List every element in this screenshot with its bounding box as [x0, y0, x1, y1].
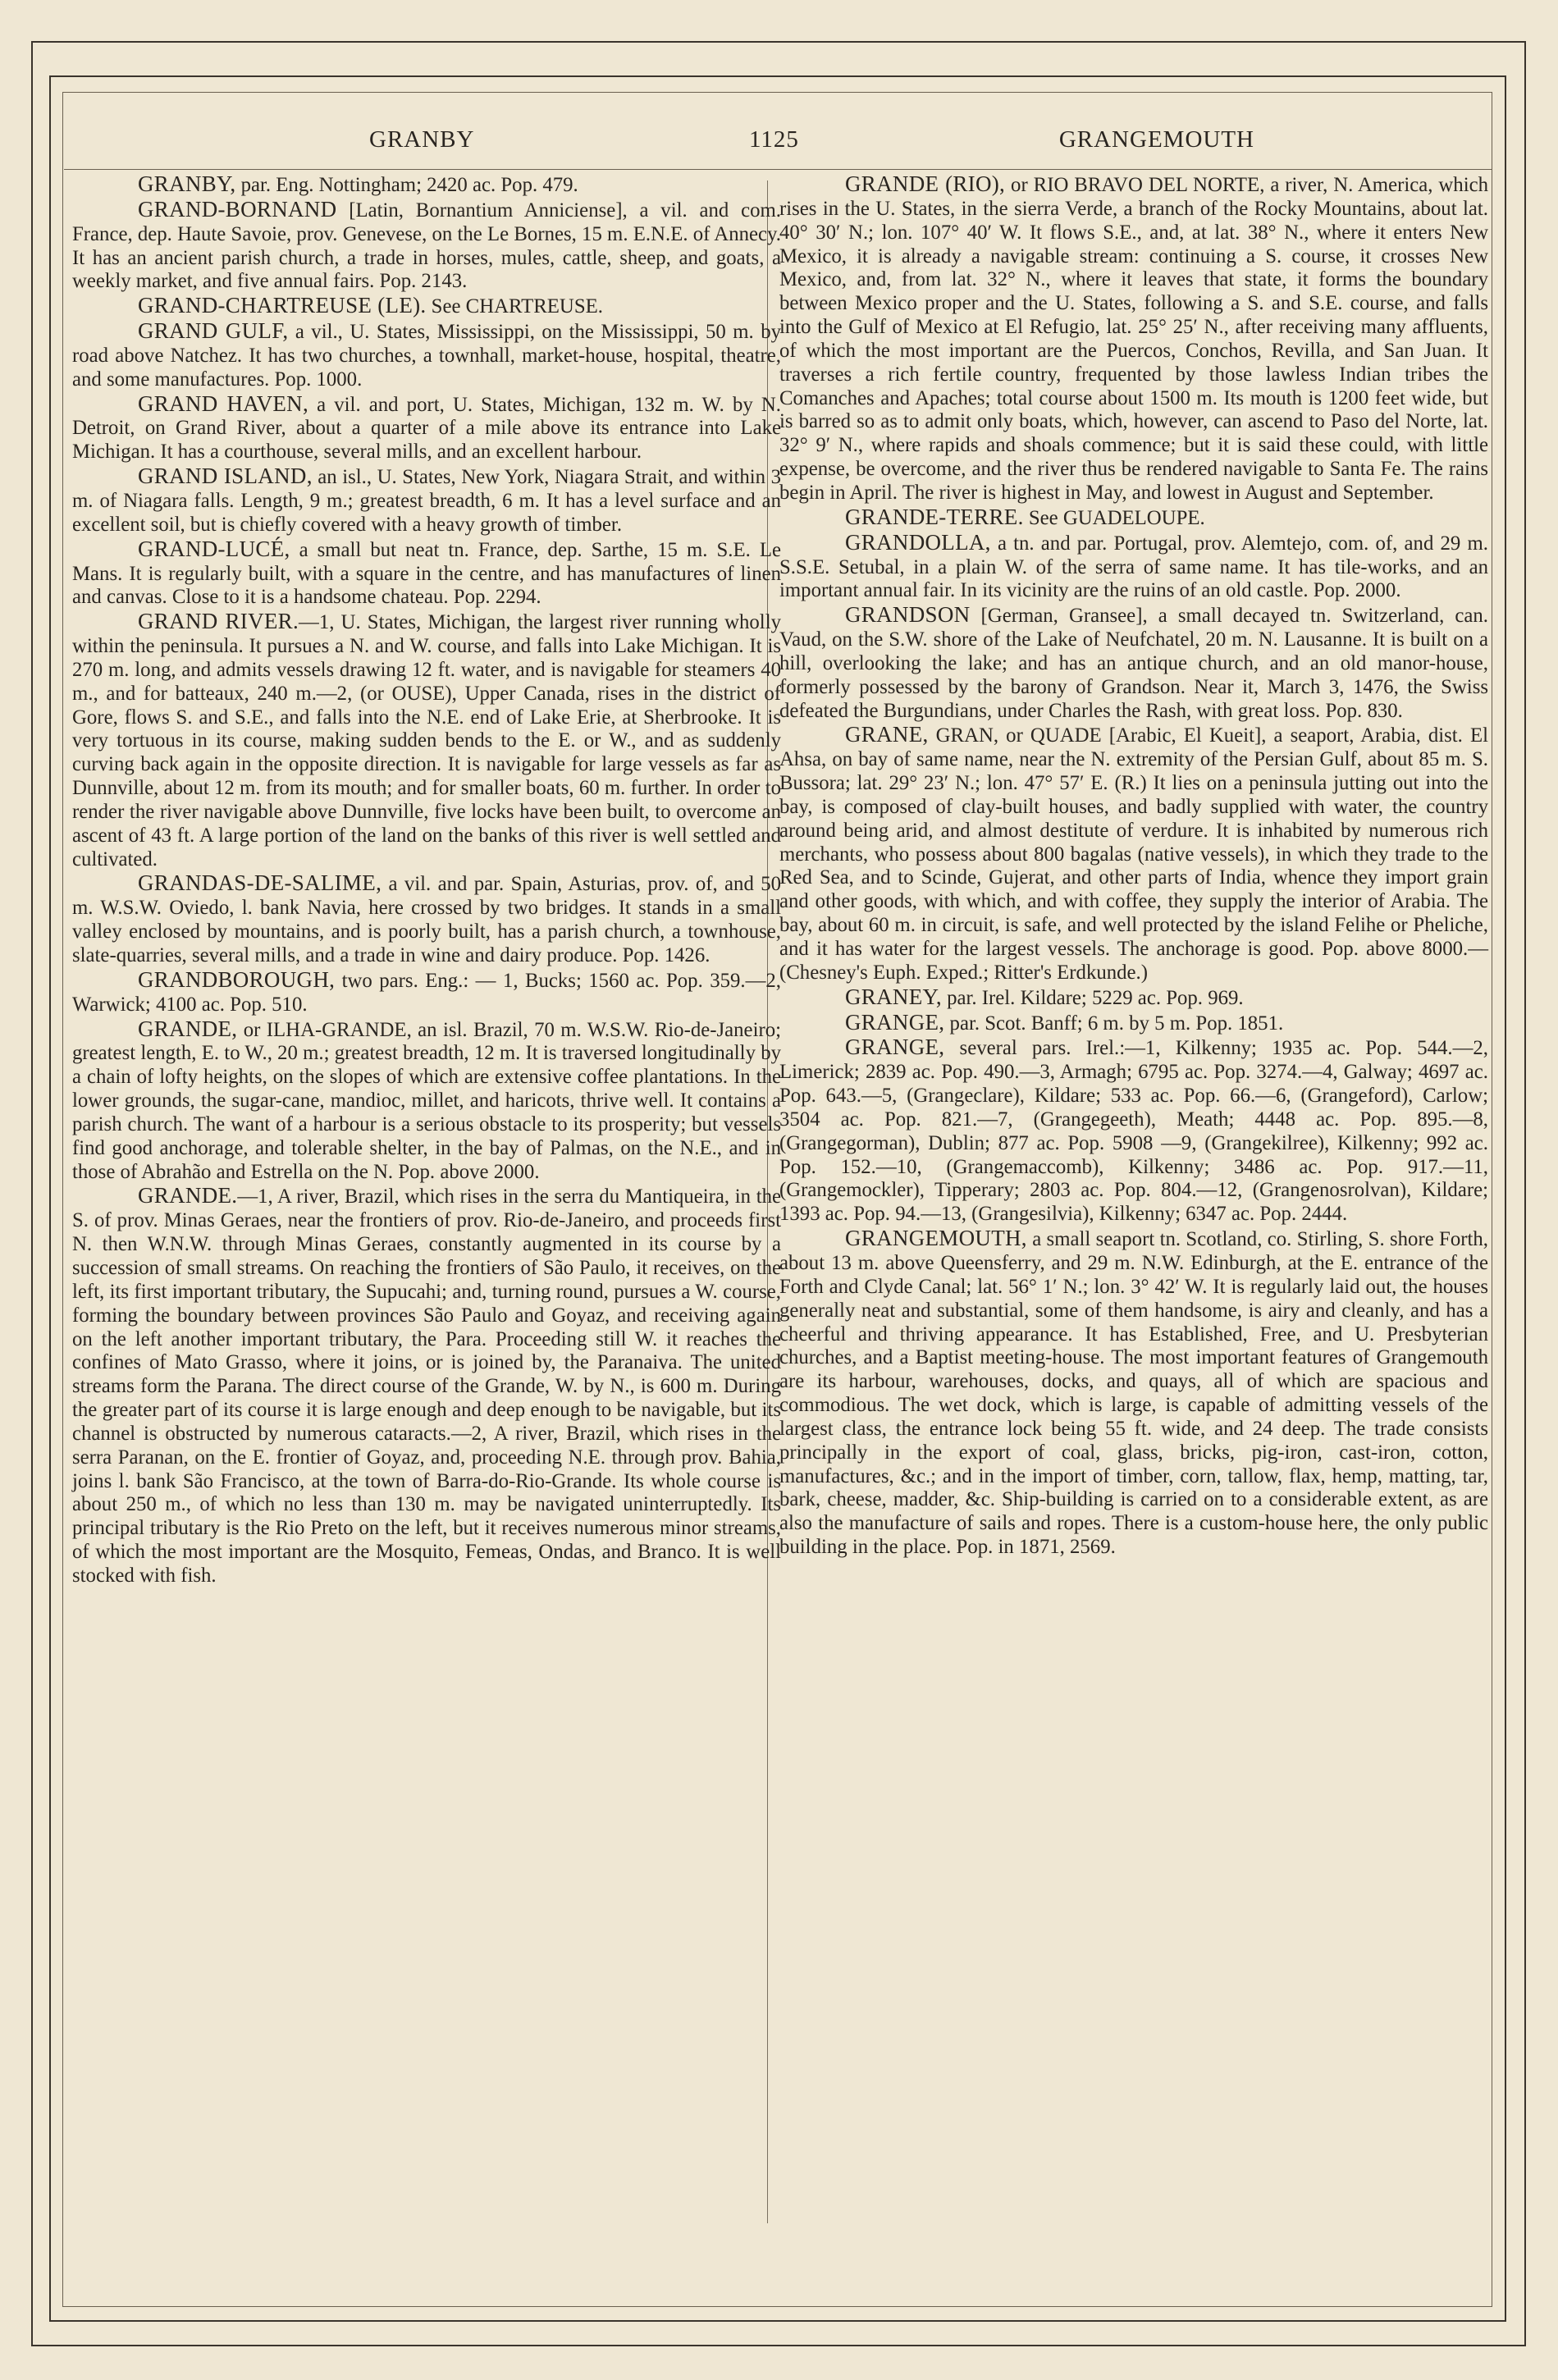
entry-headword: GRAND-CHARTREUSE (LE).: [138, 293, 427, 318]
entry-headword: GRAND-LUCÉ,: [138, 536, 290, 561]
entry-headword: GRANBY,: [138, 171, 236, 196]
gazetteer-entry: [779, 723, 1488, 984]
entry-headword: GRANDAS-DE-SALIME,: [138, 870, 382, 896]
entry-headword: GRANDBOROUGH,: [138, 966, 336, 992]
outer-border-left: [31, 41, 33, 2346]
entry-headword: GRAND-BORNAND: [138, 196, 337, 222]
gazetteer-entry: [72, 537, 781, 610]
gazetteer-entry: [779, 531, 1488, 604]
entry-text: —1, A river, Brazil, which rises in the serra du Mantiqueira, in the S. of prov. Minas Geraes, near the frontiers of prov. Rio-de-Janeiro, and proceeds first N. then W.N.W. through Minas Geraes, constantly augmented in its course by a succession of small streams. On reaching the frontiers of São Paulo, it receives, on the left, its first important tributary, the Supucahi; and, turning round, pursues a W. course, forming the boundary between provinces São Paulo and Goyaz, and receiving again on the left another important tributary, the Para. Proceeding still W. it reaches the confines of Mato Grasso, where it joins, or is joined by, the Paranaiva. The united streams form the Parana. The direct course of the Grande, W. by N., is 600 m. During the greater part of its course it is large enough and deep enough to be navigable, but its channel is obstructed by numerous cataracts.—2, A river, Brazil, which rises in the serra Paranan, on the E. frontier of Goyaz, and, proceeding N.E. through prov. Bahia, joins l. bank São Francisco, at the town of Barra-do-Rio-Grande. Its whole course is about 250 m., of which no less than 130 m. may be navigated uninterruptedly. Its principal tributary is the Rio Preto on the left, but it receives numerous minor streams, of which the most important are the Mosquito, Femeas, Ondas, and Branco. It is well stocked with fish.: [72, 1185, 781, 1587]
header-box-top: [62, 92, 1492, 93]
gazetteer-entry: [779, 505, 1488, 531]
entry-text: a tn. and par. Portugal, prov. Alemtejo, com. of, and 29 m. S.S.E. Setubal, in a plain W. of the serra of same name. It has tile-works, and an important annual fair. In its vicinity are the ruins of an old castle. Pop. 2000.: [779, 532, 1488, 602]
gazetteer-entry: [72, 464, 781, 537]
entry-text: par. Eng. Nottingham; 2420 ac. Pop. 479.: [235, 174, 578, 196]
gazetteer-entry: [72, 172, 781, 198]
entry-headword: GRANGEMOUTH,: [845, 1226, 1027, 1251]
gazetteer-entry: [72, 871, 781, 967]
header-box-left: [62, 92, 63, 2307]
header-rule: [64, 169, 1492, 170]
entry-headword: GRANDE,: [138, 1016, 238, 1041]
entry-text: several pars. Irel.:—1, Kilkenny; 1935 ac. Pop. 544.—2, Limerick; 2839 ac. Pop. 490.—3, Armagh; 6795 ac. Pop. 3274.—4, Galway; 4697 ac. Pop. 643.—5, (Grangeclare), Kildare; 533 ac. Pop. 66.—6, (Grangeford), Carlow; 3504 ac. Pop. 821.—7, (Grangegeeth), Meath; 4448 ac. Pop. 895.—8, (Grangegorman), Dublin; 877 ac. Pop. 5908 —9, (Grangekilree), Kilkenny; 992 ac. Pop. 152.—10, (Grangemaccomb), Kilkenny; 3486 ac. Pop. 917.—11, (Grangemockler), Tipperary; 2803 ac. Pop. 804.—12, (Grangenosrolvan), Kildare; 1393 ac. Pop. 94.—13, (Grangesilvia), Kilkenny; 6347 ac. Pop. 2444.: [779, 1037, 1488, 1226]
entry-text: an isl., U. States, New York, Niagara Strait, and within 3 m. of Niagara falls. Length, 9 m.; greatest breadth, 6 m. It has a level surface and an excellent soil, but is chiefly covered with a heavy growth of timber.: [72, 466, 781, 536]
entry-headword: GRANEY,: [845, 984, 942, 1009]
entry-text: a vil. and port, U. States, Michigan, 132 m. W. by N. Detroit, on Grand River, about a quarter of a mile above its entrance into Lake Michigan. It has a courthouse, several mills, and an excellent harbour.: [72, 393, 781, 464]
entry-text: a vil. and par. Spain, Asturias, prov. of, and 50 m. W.S.W. Oviedo, l. bank Navia, here crossed by two bridges. It stands in a small valley enclosed by mountains, and is poorly built, has a parish church, a townhouse, slate-quarries, several mills, and a trade in wine and dairy produce. Pop. 1426.: [72, 873, 781, 966]
gazetteer-entry: [779, 1035, 1488, 1227]
header-left-word: GRANBY: [369, 126, 475, 153]
running-header: [62, 120, 1496, 159]
gazetteer-entry: [72, 392, 781, 465]
inner-border-right: [1505, 75, 1506, 2322]
outer-border-top: [31, 41, 1526, 43]
gazetteer-entry: [72, 1017, 781, 1185]
entry-text: a small but neat tn. France, dep. Sarthe, 15 m. S.E. Le Mans. It is regularly built, with a square in the centre, and has manufactures of linen and canvas. Close to it is a handsome chateau. Pop. 2294.: [72, 538, 781, 609]
right-column: [779, 172, 1488, 1560]
page-number: 1125: [749, 126, 799, 153]
gazetteer-entry: [779, 1227, 1488, 1560]
entry-text: See CHARTREUSE.: [426, 295, 603, 318]
outer-border-right: [1524, 41, 1526, 2346]
header-right-word: GRANGEMOUTH: [1058, 126, 1254, 153]
entry-text: [German, Gransee], a small decayed tn. Switzerland, can. Vaud, on the S.W. shore of the Lake of Neufchatel, 20 m. N. Lausanne. It is built on a hill, overlooking the lake; and has an antique church, and an old manor-house, formerly possessed by the barony of Grandson. Near it, March 3, 1476, the Swiss defeated the Burgundians, under Charles the Rash, with great loss. Pop. 830.: [779, 605, 1488, 722]
inner-border-top: [49, 75, 1506, 77]
entry-headword: GRANDE.: [138, 1183, 238, 1208]
outer-border-bottom: [31, 2345, 1526, 2346]
entry-text: GRAN, or QUADE [Arabic, El Kueit], a seaport, Arabia, dist. El Ahsa, on bay of same name, near the N. extremity of the Persian Gulf, about 85 m. S. Bussora; lat. 29° 23′ N.; lon. 47° 57′ E. (R.) It lies on a peninsula jutting out into the bay, is composed of clay-built houses, and badly supplied with water, the country around being arid, and almost destitute of verdure. It is inhabited by numerous rich merchants, who possess about 800 bagalas (native vessels), in which they trade to the Red Sea, and to Scinde, Gujerat, and other parts of India, whence they import grain and other goods, with which, and with coffee, they supply the interior of Arabia. The bay, about 60 m. in circuit, is safe, and well protected by the island Felihe or Pheliche, and it has water for the largest vessels. The anchorage is good. Pop. above 8000.—(Chesney's Euph. Exped.; Ritter's Erdkunde.): [779, 724, 1488, 984]
entry-text: a vil., U. States, Mississippi, on the Mississippi, 50 m. by road above Natchez. It has two churches, a townhall, market-house, hospital, theatre, and some manufactures. Pop. 1000.: [72, 321, 781, 391]
gazetteer-entry: [779, 1011, 1488, 1036]
entry-text: —1, U. States, Michigan, the largest river running wholly within the peninsula. It pursues a N. and W. course, and falls into Lake Michigan. It is 270 m. long, and admits vessels drawing 12 ft. water, and is navigable for steamers 40 m., and for batteaux, 240 m.—2, (or OUSE), Upper Canada, rises in the district of Gore, flows S. and S.E., and falls into the N.E. end of Lake Erie, at Sherbrooke. It is very tortuous in its course, making sudden bends to the E. or W., and as suddenly curving back again in the opposite direction. It is navigable for large vessels as far as Dunnville, about 12 m. from its mouth; and for smaller boats, 60 m. further. In order to render the river navigable above Dunnville, five locks have been built, to overcome an ascent of 43 ft. A large portion of the land on the banks of this river is well settled and cultivated.: [72, 611, 781, 870]
entry-headword: GRAND RIVER.: [138, 609, 299, 634]
entry-text: or ILHA-GRANDE, an isl. Brazil, 70 m. W.S.W. Rio-de-Janeiro; greatest length, E. to W., 20 m.; greatest breadth, 12 m. It is traversed longitudinally by a chain of lofty heights, on the slopes of which are extensive coffee plantations. In the lower grounds, the sugar-cane, mandioc, millet, and haricots, thrive well. It contains a parish church. The want of a harbour is a serious obstacle to its prosperity; but vessels find good anchorage, and tolerable shelter, in the bay of Palmas, on the N.E., and in those of Abrahão and Estrella on the N. Pop. above 2000.: [72, 1018, 781, 1183]
gazetteer-entry: [779, 172, 1488, 505]
entry-text: par. Irel. Kildare; 5229 ac. Pop. 969.: [941, 986, 1244, 1009]
entry-headword: GRANDE-TERRE.: [845, 504, 1024, 529]
entry-text: or RIO BRAVO DEL NORTE, a river, N. America, which rises in the U. States, in the sierra Verde, a branch of the Rocky Mountains, about lat. 40° 30′ N.; lon. 107° 40′ W. It flows S.E., and, at lat. 38° N., where it enters New Mexico, it is already a navigable stream: continuing a S. course, it crosses New Mexico, and, from lat. 32° N., where it leaves that state, it forms the boundary between Mexico proper and the U. States, following a S. and S.E. course, and falls into the Gulf of Mexico at El Refugio, lat. 25° 25′ N., after receiving many affluents, of which the most important are the Puercos, Conchos, Revilla, and San Juan. It traverses a rich fertile country, frequented by those lawless Indian tribes the Comanches and Apaches; total course about 1500 m. Its mouth is 1200 feet wide, but is barred so as to admit only boats, which, however, can ascend to Paso del Norte, lat. 32° 9′ N., where rapids and shoals commence; but it is said these could, with little expense, be overcome, and the river thus be rendered navigable to Santa Fe. The rains begin in April. The river is highest in May, and lowest in August and September.: [779, 174, 1488, 504]
entry-headword: GRANE,: [845, 722, 929, 747]
inner-border-bottom: [49, 2320, 1506, 2322]
entry-headword: GRANDOLLA,: [845, 529, 991, 555]
gazetteer-entry: [72, 1184, 781, 1587]
gazetteer-entry: [72, 610, 781, 871]
gazetteer-entry: [779, 985, 1488, 1011]
entry-headword: GRAND HAVEN,: [138, 391, 309, 416]
left-column: [72, 172, 781, 1588]
entry-text: par. Scot. Banff; 6 m. by 5 m. Pop. 1851.: [944, 1012, 1284, 1035]
gazetteer-entry: [72, 319, 781, 392]
entry-headword: GRANDSON: [845, 602, 971, 628]
entry-headword: GRAND GULF,: [138, 318, 289, 344]
entry-headword: GRANGE,: [845, 1035, 945, 1060]
gazetteer-entry: [779, 603, 1488, 723]
entry-headword: GRANGE,: [845, 1009, 945, 1035]
entry-text: a small seaport tn. Scotland, co. Stirling, S. shore Forth, about 13 m. above Queensferry, and 29 m. N.W. Edinburgh, at the E. entrance of the Forth and Clyde Canal; lat. 56° 1′ N.; lon. 3° 42′ W. It is regularly laid out, the houses generally neat and substantial, some of them handsome, is airy and cleanly, and has a cheerful and thriving appearance. It has Established, Free, and U. Presbyterian churches, and a Baptist meeting-house. The most important features of Grangemouth are its harbour, warehouses, docks, and quays, all of which are spacious and commodious. The wet dock, which is large, is capable of admitting vessels of the largest class, the entrance lock being 55 ft. wide, and 24 deep. The trade consists principally in the export of coal, glass, bricks, pig-iron, cast-iron, cotton, manufactures, &c.; and in the import of timber, corn, tallow, flax, hemp, matting, tar, bark, cheese, madder, &c. Ship-building is carried on to a considerable extent, as are also the manufacture of sails and ropes. There is a custom-house here, the only public building in the place. Pop. in 1871, 2569.: [779, 1228, 1488, 1559]
entry-headword: GRANDE (RIO),: [845, 171, 1006, 196]
footer-box-bottom: [62, 2306, 1492, 2307]
entry-headword: GRAND ISLAND,: [138, 464, 313, 489]
entry-text: two pars. Eng.: — 1, Bucks; 1560 ac. Pop. 359.—2, Warwick; 4100 ac. Pop. 510.: [72, 969, 781, 1016]
gazetteer-entry: [72, 294, 781, 319]
entry-text: See GUADELOUPE.: [1023, 506, 1205, 529]
entry-text: [Latin, Bornantium Anniciense], a vil. and com. France, dep. Haute Savoie, prov. Genevese, on the Le Bornes, 15 m. E.N.E. of Annecy. It has an ancient parish church, a trade in horses, mules, cattle, sheep, and goats, a weekly market, and five annual fairs. Pop. 2143.: [72, 199, 781, 293]
inner-border-left: [49, 75, 51, 2322]
gazetteer-entry: [72, 968, 781, 1017]
gazetteer-entry: [72, 198, 781, 294]
